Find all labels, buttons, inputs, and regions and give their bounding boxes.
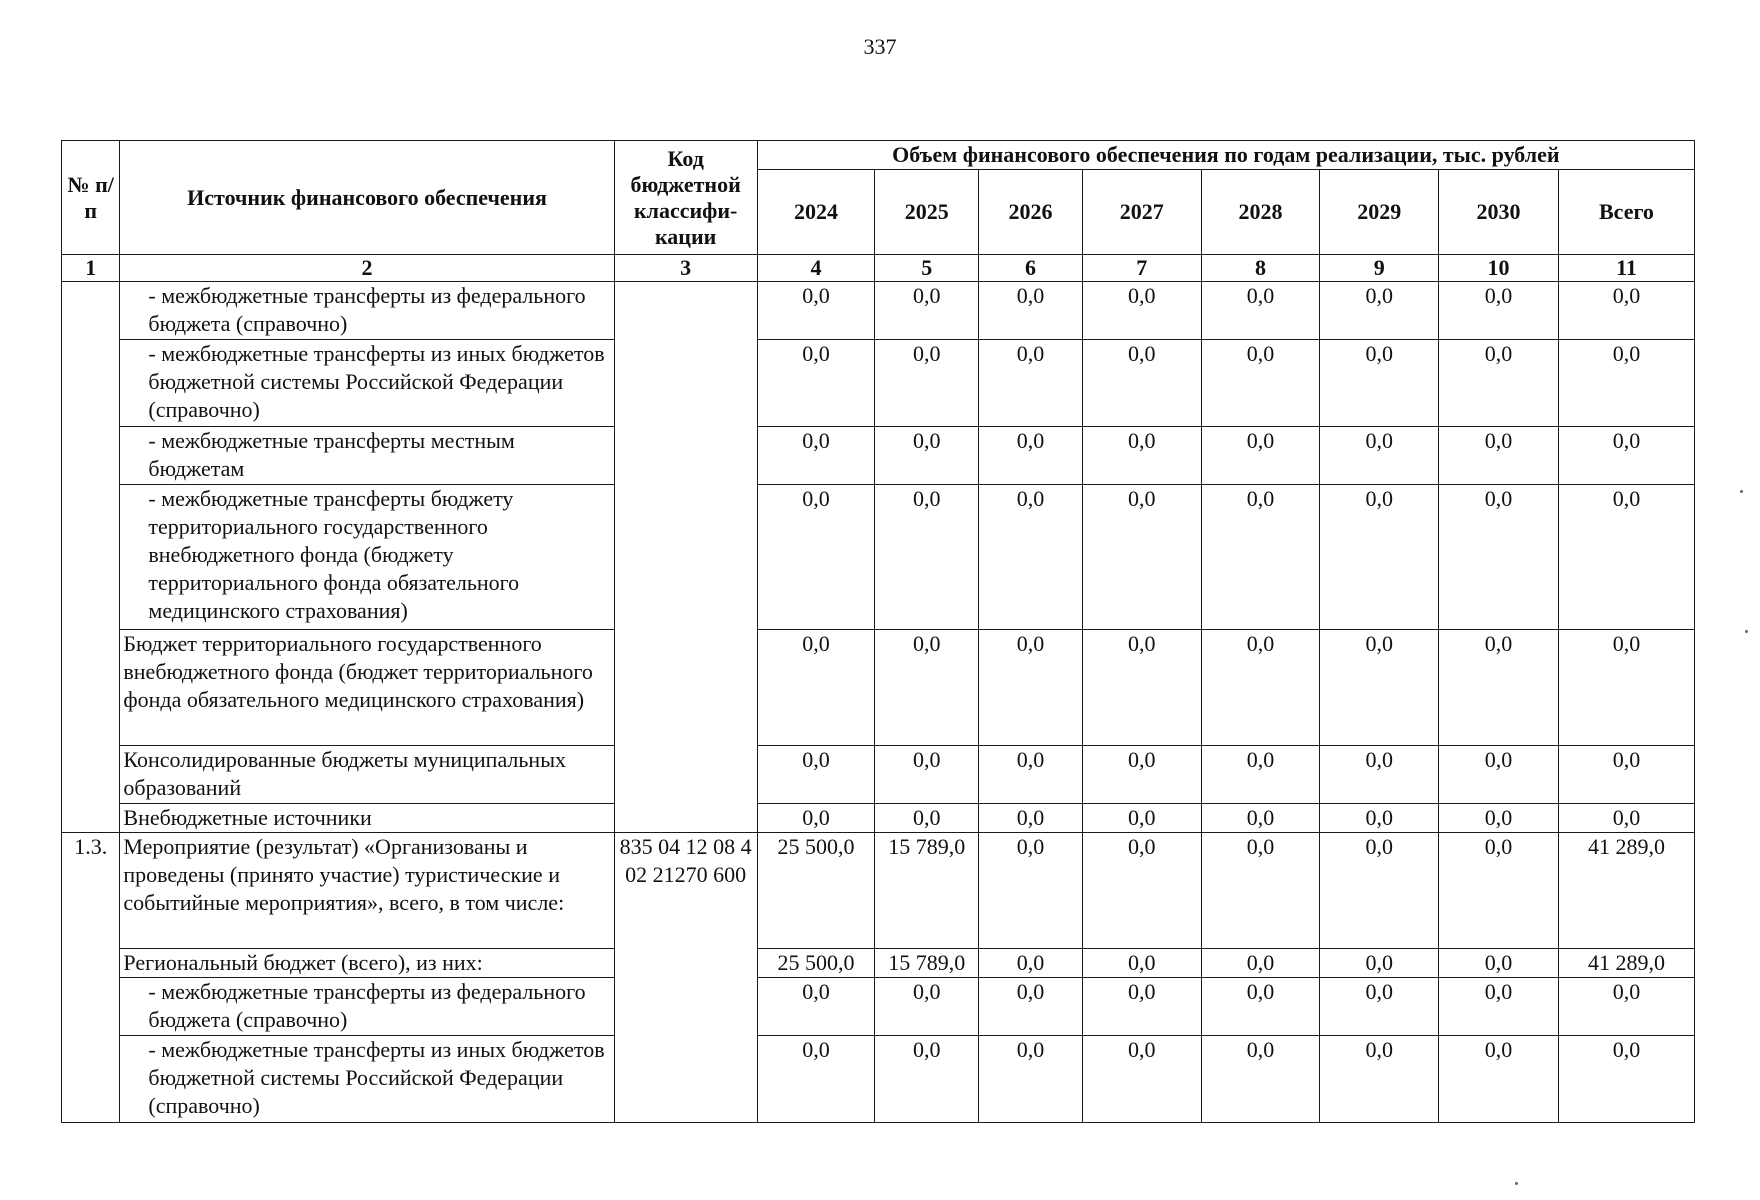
- source-cell: Мероприятие (результат) «Организованы и проведены (принято участие) туристические и событийные мероприятия», всего, в том числе:: [120, 833, 614, 949]
- value-cell: 0,0: [875, 978, 979, 1036]
- source-cell: Региональный бюджет (всего), из них:: [120, 949, 614, 978]
- column-number: 2: [120, 255, 614, 282]
- total-cell: 0,0: [1558, 1036, 1694, 1123]
- header-funding-group: Объем финансового обеспечения по годам реализации, тыс. рублей: [757, 141, 1694, 170]
- table-row: [62, 978, 1695, 1036]
- header-total: Всего: [1558, 170, 1694, 255]
- value-cell: 0,0: [757, 485, 875, 630]
- value-cell: 0,0: [1082, 804, 1201, 833]
- value-cell: 0,0: [979, 746, 1083, 804]
- value-cell: 0,0: [1320, 427, 1439, 485]
- page-number: 337: [863, 34, 897, 59]
- value-cell: 0,0: [979, 630, 1083, 746]
- value-cell: 0,0: [1439, 804, 1559, 833]
- value-cell: 15 789,0: [875, 949, 979, 978]
- scan-speck: [1740, 490, 1743, 493]
- header-code: Код бюджетной классифи-кации: [614, 141, 757, 255]
- value-cell: 0,0: [1201, 949, 1320, 978]
- value-cell: 0,0: [1439, 949, 1559, 978]
- value-cell: 0,0: [979, 804, 1083, 833]
- table-row: [62, 282, 1695, 340]
- value-cell: 0,0: [1082, 949, 1201, 978]
- value-cell: 0,0: [757, 630, 875, 746]
- table-row: [62, 833, 1695, 949]
- table-row: [62, 630, 1695, 746]
- value-cell: 0,0: [1082, 630, 1201, 746]
- row-number: 1.3.: [62, 833, 120, 1123]
- header-year: 2024: [757, 170, 875, 255]
- value-cell: 0,0: [1439, 340, 1559, 427]
- value-cell: 0,0: [1320, 804, 1439, 833]
- value-cell: 0,0: [1201, 340, 1320, 427]
- header-year: 2028: [1201, 170, 1320, 255]
- value-cell: 0,0: [1201, 978, 1320, 1036]
- header-year: 2026: [979, 170, 1083, 255]
- total-cell: 0,0: [1558, 340, 1694, 427]
- total-cell: 0,0: [1558, 630, 1694, 746]
- value-cell: 0,0: [1439, 485, 1559, 630]
- value-cell: 0,0: [757, 978, 875, 1036]
- total-cell: 0,0: [1558, 282, 1694, 340]
- value-cell: 0,0: [979, 427, 1083, 485]
- value-cell: 0,0: [1320, 949, 1439, 978]
- header-year: 2029: [1320, 170, 1439, 255]
- value-cell: 0,0: [1082, 1036, 1201, 1123]
- source-cell: - межбюджетные трансферты из федерального бюджета (справочно): [120, 282, 614, 340]
- value-cell: 0,0: [1082, 340, 1201, 427]
- source-cell: Внебюджетные источники: [120, 804, 614, 833]
- value-cell: 0,0: [1082, 746, 1201, 804]
- value-cell: 0,0: [1320, 978, 1439, 1036]
- value-cell: 0,0: [1439, 746, 1559, 804]
- budget-code-cell: [614, 282, 757, 833]
- source-cell: - межбюджетные трансферты местным бюджетам: [120, 427, 614, 485]
- total-cell: 0,0: [1558, 485, 1694, 630]
- column-number: 4: [757, 255, 875, 282]
- value-cell: 0,0: [1320, 1036, 1439, 1123]
- total-cell: 0,0: [1558, 427, 1694, 485]
- value-cell: 0,0: [875, 427, 979, 485]
- value-cell: 0,0: [875, 340, 979, 427]
- value-cell: 0,0: [979, 833, 1083, 949]
- column-number: 5: [875, 255, 979, 282]
- value-cell: 0,0: [757, 804, 875, 833]
- value-cell: 0,0: [1439, 282, 1559, 340]
- scan-speck: [1745, 630, 1748, 633]
- value-cell: 0,0: [1201, 804, 1320, 833]
- source-cell: - межбюджетные трансферты из иных бюджетов бюджетной системы Российской Федерации (справочно): [120, 340, 614, 427]
- table-row: [62, 1036, 1695, 1123]
- value-cell: 0,0: [757, 427, 875, 485]
- value-cell: 0,0: [979, 282, 1083, 340]
- value-cell: 0,0: [1439, 427, 1559, 485]
- value-cell: 0,0: [1201, 282, 1320, 340]
- value-cell: 0,0: [1082, 978, 1201, 1036]
- column-number: 10: [1439, 255, 1559, 282]
- value-cell: 0,0: [1320, 746, 1439, 804]
- value-cell: 0,0: [1201, 630, 1320, 746]
- table-row: [62, 746, 1695, 804]
- value-cell: 0,0: [979, 949, 1083, 978]
- value-cell: 0,0: [979, 485, 1083, 630]
- value-cell: 0,0: [875, 804, 979, 833]
- column-number: 3: [614, 255, 757, 282]
- source-cell: Консолидированные бюджеты муниципальных образований: [120, 746, 614, 804]
- value-cell: 0,0: [1201, 427, 1320, 485]
- value-cell: 0,0: [1201, 1036, 1320, 1123]
- value-cell: 0,0: [875, 485, 979, 630]
- value-cell: 0,0: [875, 630, 979, 746]
- total-cell: 41 289,0: [1558, 833, 1694, 949]
- value-cell: 0,0: [1439, 833, 1559, 949]
- value-cell: 0,0: [1320, 282, 1439, 340]
- table-row: [62, 804, 1695, 833]
- value-cell: 0,0: [1320, 630, 1439, 746]
- value-cell: 0,0: [1201, 746, 1320, 804]
- header-year: 2030: [1439, 170, 1559, 255]
- value-cell: 0,0: [875, 746, 979, 804]
- value-cell: 0,0: [1320, 485, 1439, 630]
- value-cell: 0,0: [1320, 833, 1439, 949]
- value-cell: 0,0: [1320, 340, 1439, 427]
- table-row: [62, 949, 1695, 978]
- scan-speck: [1515, 1182, 1518, 1185]
- total-cell: 0,0: [1558, 804, 1694, 833]
- column-number: 1: [62, 255, 120, 282]
- header-year: 2027: [1082, 170, 1201, 255]
- source-cell: - межбюджетные трансферты из иных бюджетов бюджетной системы Российской Федерации (справочно): [120, 1036, 614, 1123]
- value-cell: 25 500,0: [757, 833, 875, 949]
- header-year: 2025: [875, 170, 979, 255]
- financing-table: [61, 140, 1695, 1123]
- value-cell: 0,0: [1439, 630, 1559, 746]
- value-cell: 0,0: [757, 282, 875, 340]
- total-cell: 41 289,0: [1558, 949, 1694, 978]
- total-cell: 0,0: [1558, 746, 1694, 804]
- value-cell: 15 789,0: [875, 833, 979, 949]
- source-cell: - межбюджетные трансферты бюджету территориального государственного внебюджетного фонда (бюджету территориального фонда обязательного медицинского страхования): [120, 485, 614, 630]
- value-cell: 0,0: [1201, 485, 1320, 630]
- value-cell: 0,0: [875, 282, 979, 340]
- value-cell: 0,0: [1201, 833, 1320, 949]
- value-cell: 0,0: [757, 1036, 875, 1123]
- value-cell: 0,0: [875, 1036, 979, 1123]
- value-cell: 0,0: [1082, 833, 1201, 949]
- value-cell: 0,0: [979, 1036, 1083, 1123]
- value-cell: 0,0: [1439, 978, 1559, 1036]
- table-row: [62, 340, 1695, 427]
- header-num: № п/п: [62, 141, 120, 255]
- column-number: 7: [1082, 255, 1201, 282]
- row-number: [62, 282, 120, 833]
- value-cell: 25 500,0: [757, 949, 875, 978]
- column-number: 9: [1320, 255, 1439, 282]
- budget-code-cell: 835 04 12 08 4 02 21270 600: [614, 833, 757, 1123]
- table-row: [62, 427, 1695, 485]
- value-cell: 0,0: [757, 340, 875, 427]
- source-cell: Бюджет территориального государственного внебюджетного фонда (бюджет территориального фонда обязательного медицинского страхования): [120, 630, 614, 746]
- value-cell: 0,0: [1082, 485, 1201, 630]
- column-number: 11: [1558, 255, 1694, 282]
- value-cell: 0,0: [1439, 1036, 1559, 1123]
- source-cell: - межбюджетные трансферты из федерального бюджета (справочно): [120, 978, 614, 1036]
- table-row: [62, 485, 1695, 630]
- total-cell: 0,0: [1558, 978, 1694, 1036]
- column-number: 6: [979, 255, 1083, 282]
- value-cell: 0,0: [1082, 282, 1201, 340]
- value-cell: 0,0: [757, 746, 875, 804]
- value-cell: 0,0: [979, 978, 1083, 1036]
- value-cell: 0,0: [979, 340, 1083, 427]
- column-number: 8: [1201, 255, 1320, 282]
- header-source: Источник финансового обеспечения: [120, 141, 614, 255]
- value-cell: 0,0: [1082, 427, 1201, 485]
